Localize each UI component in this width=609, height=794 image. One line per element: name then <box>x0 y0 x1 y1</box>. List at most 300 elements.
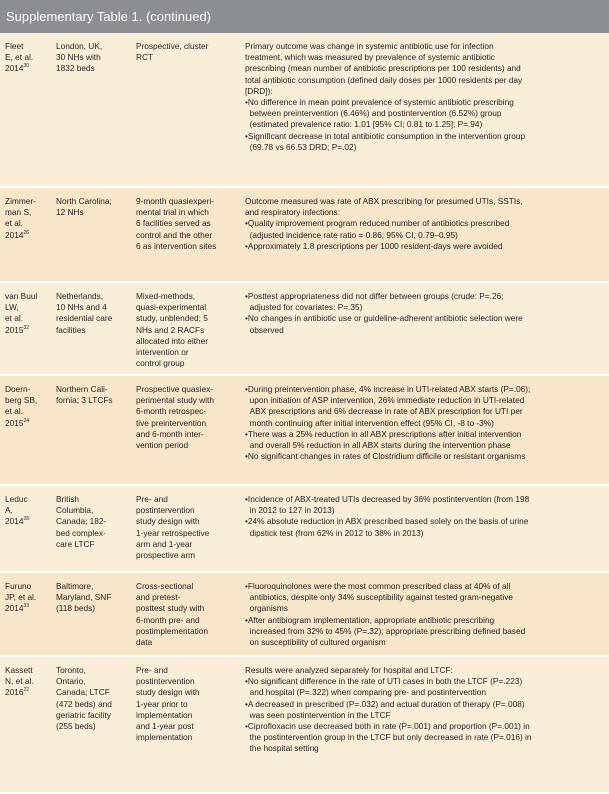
outcome-cell <box>245 196 607 252</box>
outcome-cell-text: and hospital (P=.322) when comparing pre- and postintervention <box>245 687 486 698</box>
outcome-cell-text: the hospital setting <box>245 743 319 754</box>
design-cell-line <box>136 241 240 252</box>
study-cell-text: man S, <box>5 207 32 218</box>
outcome-cell-line <box>245 699 607 710</box>
reference-superscript: 32 <box>23 324 30 331</box>
design-cell-text: and pretest- <box>136 592 181 603</box>
design-cell-text: Cross-sectional <box>136 581 194 591</box>
design-cell-line <box>136 732 240 743</box>
outcome-cell-text: ABX prescriptions and 6% decrease in rate of ABX prescription for UTI per <box>245 406 523 417</box>
setting-cell-line <box>56 710 130 721</box>
setting-cell-line <box>56 687 130 698</box>
setting-cell-line <box>56 494 130 505</box>
setting-cell-line <box>56 581 130 592</box>
design-cell-line <box>136 291 240 302</box>
outcome-cell-line <box>245 710 607 721</box>
setting-cell-line <box>56 41 130 52</box>
study-cell-text: JP, et al. <box>5 592 37 603</box>
setting-cell-line <box>56 699 130 710</box>
study-cell <box>5 41 51 75</box>
study-cell-text: 2015 <box>5 417 24 428</box>
outcome-cell-line <box>245 108 607 119</box>
setting-cell-line <box>56 721 130 732</box>
design-cell-text: 1-year retrospective <box>136 527 210 538</box>
outcome-cell-line <box>245 626 607 637</box>
design-cell-line <box>136 418 240 429</box>
setting-cell-line <box>56 63 130 74</box>
design-cell-text: Prospective quasiex- <box>136 384 214 394</box>
outcome-cell-text: •Approximately 1.8 prescriptions per 1000 resident-days were avoided <box>245 240 503 251</box>
outcome-cell-text: and respiratory infections: <box>245 207 341 218</box>
design-cell <box>136 196 240 252</box>
design-cell <box>136 41 240 63</box>
outcome-cell-line <box>245 494 607 505</box>
study-cell-line <box>5 395 51 406</box>
design-cell-text: control group <box>136 358 185 369</box>
design-cell-text: data <box>136 637 153 648</box>
setting-cell-line <box>56 516 130 527</box>
design-cell-line <box>136 687 240 698</box>
design-cell-line <box>136 676 240 687</box>
study-cell-line <box>5 494 51 505</box>
outcome-cell-text: total antibiotic consumption (defined daily doses per 1000 residents per day <box>245 74 523 85</box>
study-cell-line <box>5 218 51 229</box>
study-cell-text: N, et al. <box>5 676 34 687</box>
outcome-cell-text: Primary outcome was change in systemic antibiotic use for infection <box>245 41 494 51</box>
study-cell-line <box>5 196 51 207</box>
design-cell-line <box>136 516 240 527</box>
setting-cell-text: (255 beds) <box>56 721 96 732</box>
outcome-cell-text: •24% absolute reduction in ABX prescribed based solely on the basis of urine <box>245 516 529 527</box>
outcome-cell-text: •Posttest appropriateness did not differ between groups (crude: P=.26; <box>245 291 504 301</box>
outcome-cell-text: dipstick test (from 62% in 2012 to 38% in 2013) <box>245 527 424 538</box>
study-cell-line <box>5 291 51 302</box>
design-cell-line <box>136 710 240 721</box>
outcome-cell-text: the postintervention group in the LTCF but only decreased in rate (P=.016) in <box>245 732 532 743</box>
design-cell-text: and 1-year post <box>136 721 194 732</box>
reference-superscript: 30 <box>23 63 30 70</box>
setting-cell-line <box>56 539 130 550</box>
design-cell-line <box>136 440 240 451</box>
design-cell-line <box>136 218 240 229</box>
design-cell-text: RCT <box>136 52 154 63</box>
setting-cell-line <box>56 291 130 302</box>
setting-cell-text: Toronto, <box>56 665 86 675</box>
setting-cell-text: care LTCF <box>56 538 95 549</box>
outcome-cell-line <box>245 451 607 462</box>
setting-cell-text: residential care <box>56 313 113 324</box>
study-cell <box>5 196 51 241</box>
design-cell-text: implementation <box>136 709 193 720</box>
design-cell-text: Pre- and <box>136 665 168 675</box>
outcome-cell-line <box>245 218 607 229</box>
reference-superscript: 26 <box>23 229 30 236</box>
outcome-cell-line <box>245 687 607 698</box>
outcome-cell-line <box>245 142 607 153</box>
outcome-cell-text: •Ciprofloxacin use decreased both in rate (P=.001) and proportion (P=.001) in <box>245 721 530 732</box>
outcome-cell-line <box>245 207 607 218</box>
setting-cell-text: 10 NHs and 4 <box>56 302 107 313</box>
study-cell-line <box>5 325 51 336</box>
design-cell-text: 6 facilities served as <box>136 218 211 229</box>
study-cell-text: 2014 <box>5 229 24 240</box>
study-cell-text: 2014 <box>5 603 24 614</box>
setting-cell-text: Northern Cali- <box>56 384 108 394</box>
design-cell-line <box>136 196 240 207</box>
setting-cell-text: Netherlands, <box>56 291 104 301</box>
outcome-cell-line <box>245 291 607 302</box>
outcome-cell-text: upon initiation of ASP intervention, 26% immediate reduction in UTI-related <box>245 395 525 406</box>
study-cell <box>5 581 51 615</box>
outcome-cell-line <box>245 241 607 252</box>
setting-cell-line <box>56 302 130 313</box>
outcome-cell-line <box>245 505 607 516</box>
design-cell-line <box>136 637 240 648</box>
study-cell-text: Zimmer- <box>5 196 36 206</box>
design-cell-line <box>136 207 240 218</box>
outcome-cell-text: increased from 32% to 45% (P=.32); appropriate prescribing defined based <box>245 625 526 636</box>
setting-cell <box>56 196 130 218</box>
outcome-cell-text: •No significant difference in the rate of UTI cases in both the LTCF (P=.223) <box>245 676 523 687</box>
outcome-cell-line <box>245 395 607 406</box>
setting-cell-text: British <box>56 494 80 504</box>
study-cell-text: 2015 <box>5 324 24 335</box>
setting-cell-line <box>56 207 130 218</box>
outcome-cell-line <box>245 86 607 97</box>
design-cell-text: 9-month quasiexperi- <box>136 196 214 206</box>
design-cell-line <box>136 302 240 313</box>
design-cell-line <box>136 539 240 550</box>
setting-cell <box>56 665 130 732</box>
table-row <box>0 188 609 283</box>
study-cell-text: Doern- <box>5 384 31 394</box>
outcome-cell-text: in 2012 to 127 in 2013) <box>245 505 335 516</box>
design-cell-line <box>136 358 240 369</box>
design-cell-line <box>136 395 240 406</box>
outcome-cell-text: •No significant changes in rates of Clostridium difficile or resistant organisms <box>245 451 526 462</box>
study-cell-text: et al. <box>5 313 23 324</box>
study-cell-line <box>5 302 51 313</box>
setting-cell-line <box>56 592 130 603</box>
outcome-cell-line <box>245 615 607 626</box>
outcome-cell-text: organisms <box>245 603 288 614</box>
setting-cell <box>56 494 130 550</box>
reference-superscript: 24 <box>23 417 30 424</box>
design-cell <box>136 581 240 648</box>
setting-cell-line <box>56 603 130 614</box>
outcome-cell-line <box>245 528 607 539</box>
outcome-cell <box>245 665 607 755</box>
setting-cell-text: fornia; 3 LTCFs <box>56 395 113 406</box>
design-cell-text: allocated into either <box>136 335 208 346</box>
setting-cell-text: 30 NHs with <box>56 52 101 63</box>
study-cell-line <box>5 406 51 417</box>
study-cell-line <box>5 41 51 52</box>
design-cell-text: prospective arm <box>136 550 196 561</box>
outcome-cell-text: month continuing after initial intervention effect (95% CI, -8 to -3%) <box>245 417 494 428</box>
outcome-cell-text: [DRD]): <box>245 85 273 96</box>
study-cell-text: E, et al. <box>5 52 34 63</box>
outcome-cell-line <box>245 721 607 732</box>
study-cell-line <box>5 52 51 63</box>
outcome-cell-text: adjusted for covariates: P=.35) <box>245 302 363 313</box>
design-cell-text: study, unblended; 5 <box>136 313 208 324</box>
outcome-cell-text: •After antibiogram implementation, appropriate antibiotic prescribing <box>245 614 495 625</box>
table-row <box>0 33 609 188</box>
reference-superscript: 22 <box>23 687 30 694</box>
outcome-cell-text: •Fluoroquinolones were the most common prescribed class at 40% of all <box>245 581 511 591</box>
study-cell-text: 2016 <box>5 687 24 698</box>
study-cell-text: 2014 <box>5 63 24 74</box>
setting-cell-text: (118 beds) <box>56 603 96 614</box>
outcome-cell-text: between preintervention (6.46%) and postintervention (6.52%) group <box>245 108 502 119</box>
outcome-cell-text: Results were analyzed separately for hospital and LTCF: <box>245 665 453 675</box>
outcome-cell-text: (adjusted incidence rate ratio = 0.86; 95% CI, 0.79–0.95) <box>245 229 458 240</box>
outcome-cell-line <box>245 676 607 687</box>
outcome-cell-line <box>245 581 607 592</box>
table-row <box>0 486 609 573</box>
design-cell-line <box>136 581 240 592</box>
outcome-cell-line <box>245 603 607 614</box>
setting-cell-line <box>56 505 130 516</box>
outcome-cell-line <box>245 302 607 313</box>
study-cell-line <box>5 313 51 324</box>
outcome-cell-line <box>245 665 607 676</box>
study-cell-line <box>5 603 51 614</box>
study-cell-line <box>5 581 51 592</box>
study-cell-line <box>5 665 51 676</box>
design-cell-text: control and the other <box>136 229 213 240</box>
outcome-cell-line <box>245 52 607 63</box>
outcome-cell-line <box>245 119 607 130</box>
outcome-cell-text: treatment, which was measured by prevalence of systemic antibiotic <box>245 52 495 63</box>
setting-cell-line <box>56 52 130 63</box>
table-row <box>0 657 609 794</box>
design-cell-text: Prospective, cluster <box>136 41 209 51</box>
setting-cell-line <box>56 384 130 395</box>
setting-cell-text: Canada; LTCF <box>56 687 110 698</box>
design-cell-line <box>136 347 240 358</box>
design-cell-text: posttest study with <box>136 603 205 614</box>
design-cell-line <box>136 384 240 395</box>
study-cell <box>5 494 51 528</box>
design-cell-line <box>136 429 240 440</box>
outcome-cell-line <box>245 406 607 417</box>
outcome-cell-text: (69.78 vs 66.53 DRD; P=.02) <box>245 141 357 152</box>
outcome-cell-text: •There was a 25% reduction in all ABX prescriptions after initial intervention <box>245 428 522 439</box>
outcome-cell-text: •Significant decrease in total antibiotic consumption in the intervention group <box>245 130 526 141</box>
design-cell-text: NHs and 2 RACFs <box>136 324 205 335</box>
study-cell-text: Kassett <box>5 665 33 675</box>
table-row <box>0 573 609 657</box>
outcome-cell-text: was seen postintervention in the LTCF <box>245 709 391 720</box>
design-cell-text: tive preintervention <box>136 417 207 428</box>
setting-cell <box>56 291 130 336</box>
setting-cell-text: North Carolina; <box>56 196 112 206</box>
design-cell-line <box>136 325 240 336</box>
outcome-cell-line <box>245 418 607 429</box>
setting-cell-line <box>56 528 130 539</box>
design-cell-line <box>136 494 240 505</box>
setting-cell-line <box>56 196 130 207</box>
outcome-cell-text: •A decreased in prescribed (P=.032) and actual duration of therapy (P=.008) <box>245 698 525 709</box>
design-cell-text: 6-month retrospec- <box>136 406 207 417</box>
setting-cell-line <box>56 676 130 687</box>
study-cell-text: Fleet <box>5 41 24 51</box>
table-caption: Supplementary Table 1. (continued) <box>0 0 609 33</box>
design-cell-text: study design with <box>136 687 200 698</box>
design-cell-line <box>136 41 240 52</box>
study-cell-text: 2014 <box>5 516 24 527</box>
outcome-cell-line <box>245 429 607 440</box>
outcome-cell <box>245 291 607 336</box>
design-cell-line <box>136 699 240 710</box>
study-cell-line <box>5 676 51 687</box>
design-cell-line <box>136 336 240 347</box>
outcome-cell-text: antibiotics, despite only 34% susceptibility against tested gram-negative <box>245 592 513 603</box>
design-cell-text: 6 as intervention sites <box>136 240 217 251</box>
outcome-cell-line <box>245 440 607 451</box>
outcome-cell-line <box>245 325 607 336</box>
study-cell-line <box>5 592 51 603</box>
outcome-cell <box>245 494 607 539</box>
setting-cell-text: geriatric facility <box>56 709 111 720</box>
design-cell-line <box>136 528 240 539</box>
outcome-cell-line <box>245 516 607 527</box>
setting-cell <box>56 384 130 406</box>
setting-cell-text: Ontario, <box>56 676 86 687</box>
design-cell-line <box>136 52 240 63</box>
setting-cell-text: Baltimore, <box>56 581 94 591</box>
study-cell <box>5 665 51 699</box>
design-cell-line <box>136 603 240 614</box>
outcome-cell-text: •Incidence of ABX-treated UTIs decreased by 36% postintervention (from 198 <box>245 494 530 504</box>
design-cell-text: postintervention <box>136 676 195 687</box>
design-cell-line <box>136 313 240 324</box>
outcome-cell-line <box>245 732 607 743</box>
outcome-cell-line <box>245 313 607 324</box>
setting-cell-text: Canada; 182- <box>56 516 107 527</box>
setting-cell-line <box>56 395 130 406</box>
study-cell-text: Furuno <box>5 581 32 591</box>
study-cell <box>5 384 51 429</box>
design-cell-line <box>136 665 240 676</box>
reference-superscript: 33 <box>23 603 30 610</box>
reference-superscript: 28 <box>23 516 30 523</box>
study-cell-text: et al. <box>5 218 23 229</box>
design-cell-line <box>136 615 240 626</box>
design-cell <box>136 384 240 451</box>
outcome-cell-text: •No difference in mean point prevalence of systemic antibiotic prescribing <box>245 97 514 108</box>
design-cell-text: postintervention <box>136 505 195 516</box>
design-cell-line <box>136 592 240 603</box>
design-cell-line <box>136 230 240 241</box>
setting-cell <box>56 41 130 75</box>
study-cell-text: van Buul <box>5 291 38 301</box>
design-cell-text: and 6-month inter- <box>136 428 204 439</box>
outcome-cell-text: and overall 5% reduction in all ABX starts during the intervention phase <box>245 440 511 451</box>
outcome-cell-text: on susceptibility of cultured organism <box>245 637 386 648</box>
study-cell-line <box>5 63 51 74</box>
outcome-cell-text: •Quality improvement program reduced number of antibiotics prescribed <box>245 218 510 229</box>
table-row <box>0 283 609 376</box>
setting-cell <box>56 581 130 615</box>
outcome-cell-line <box>245 75 607 86</box>
setting-cell-text: Maryland, SNF <box>56 592 112 603</box>
outcome-cell-text: •During preintervention phase, 4% increase in UTI-related ABX starts (P=.06); <box>245 384 531 394</box>
design-cell-text: quasi-experimental <box>136 302 207 313</box>
outcome-cell-line <box>245 230 607 241</box>
design-cell-line <box>136 721 240 732</box>
study-cell-line <box>5 418 51 429</box>
design-cell-text: arm and 1-year <box>136 538 193 549</box>
study-cell-text: A, <box>5 505 13 516</box>
design-cell-text: Pre- and <box>136 494 168 504</box>
study-cell-line <box>5 384 51 395</box>
outcome-cell-text: Outcome measured was rate of ABX prescribing for presumed UTIs, SSTIs, <box>245 196 523 206</box>
outcome-cell-text: prescribing (mean number of antibiotic prescriptions per 100 residents) and <box>245 63 521 74</box>
setting-cell-text: facilities <box>56 324 86 335</box>
outcome-cell-text: (estimated prevalence ratio: 1.01 [95% CI; 0.81 to 1.25]; P=.94) <box>245 119 483 130</box>
outcome-cell-line <box>245 637 607 648</box>
outcome-cell-text: observed <box>245 324 284 335</box>
setting-cell-text: Columbia, <box>56 505 94 516</box>
setting-cell-text: bed complex- <box>56 527 106 538</box>
design-cell-text: 6-month pre- and <box>136 614 200 625</box>
study-cell-line <box>5 207 51 218</box>
setting-cell-line <box>56 665 130 676</box>
outcome-cell <box>245 581 607 648</box>
design-cell <box>136 291 240 369</box>
outcome-cell-line <box>245 592 607 603</box>
design-cell-line <box>136 505 240 516</box>
design-cell-text: 1-year prior to <box>136 698 188 709</box>
setting-cell-text: London, UK, <box>56 41 103 51</box>
design-cell-line <box>136 406 240 417</box>
design-cell-text: mental trial in which <box>136 207 209 218</box>
design-cell-text: perimental study with <box>136 395 214 406</box>
design-cell <box>136 494 240 561</box>
design-cell-line <box>136 550 240 561</box>
setting-cell-line <box>56 313 130 324</box>
study-cell-line <box>5 230 51 241</box>
setting-cell-text: (472 beds) and <box>56 698 112 709</box>
outcome-cell <box>245 384 607 462</box>
design-cell-text: study design with <box>136 516 200 527</box>
outcome-cell-line <box>245 41 607 52</box>
design-cell-line <box>136 626 240 637</box>
setting-cell-text: 12 NHs <box>56 207 84 218</box>
outcome-cell-line <box>245 384 607 395</box>
setting-cell-line <box>56 325 130 336</box>
table-row <box>0 376 609 486</box>
study-cell-line <box>5 516 51 527</box>
design-cell-text: intervention or <box>136 347 189 358</box>
outcome-cell-line <box>245 743 607 754</box>
outcome-cell <box>245 41 607 153</box>
design-cell-text: implementation <box>136 732 193 743</box>
study-cell-text: et al. <box>5 406 23 417</box>
outcome-cell-line <box>245 97 607 108</box>
design-cell-text: Mixed-methods, <box>136 291 196 301</box>
study-cell-text: LW, <box>5 302 19 313</box>
outcome-cell-line <box>245 63 607 74</box>
outcome-cell-line <box>245 131 607 142</box>
study-cell-text: berg SB, <box>5 395 38 406</box>
outcome-cell-line <box>245 196 607 207</box>
design-cell <box>136 665 240 743</box>
study-cell-text: Leduc <box>5 494 28 504</box>
